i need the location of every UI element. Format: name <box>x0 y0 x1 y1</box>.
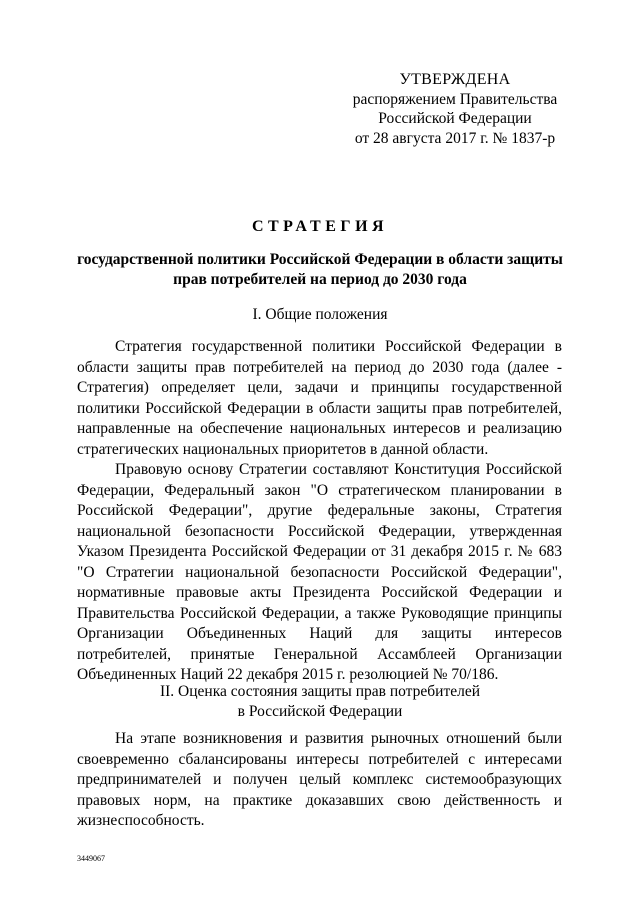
section-1-heading-line-1: I. Общие положения <box>252 306 388 323</box>
section-2-heading-line-2: в Российской Федерации <box>237 702 403 720</box>
section-1-body <box>77 337 562 686</box>
section-1-heading <box>70 305 570 325</box>
title-block <box>70 218 570 289</box>
approval-stamp: УТВЕРЖДЕНА <box>399 71 511 88</box>
section-2-heading <box>70 682 570 721</box>
section-1-paragraph-1: Стратегия государственной политики Российской Федерации в области защиты прав потребителей на период до 2030 года (далее - Стратегия) определяет цели, задачи и принципы государственной политики Российской Федерации в области защиты прав потребителей, направленные на обеспечение национальных интересов и реализацию стратегических национальных приоритетов в данной области. <box>77 338 562 458</box>
approval-block <box>340 70 570 148</box>
document-subtitle-line-2: прав потребителей на период до 2030 года <box>173 270 467 288</box>
section-1-paragraph-2: Правовую основу Стратегии составляют Конституция Российской Федерации, Федеральный закон "О стратегическом планировании в Российской Федерации", другие федеральные законы, Стратегия национальной безопасности Российской Федерации, утвержденная Указом Президента Российской Федерации от 31 декабря 2015 г. № 683 "О Стратегии национальной безопасности Российской Федерации", нормативные правовые акты Президента Российской Федерации и Правительства Российской Федерации, а также Руководящие принципы Организации Объединенных Наций для защиты интересов потребителей, принятые Генеральной Ассамблеей Организации Объединенных Наций 22 декабря 2015 г. резолюцией № 70/186. <box>77 461 562 683</box>
section-2-heading-line-1: II. Оценка состояния защиты прав потребителей <box>159 683 481 700</box>
document-subtitle-line-1: государственной политики Российской Федерации в области защиты <box>77 251 563 268</box>
approval-line-3: от 28 августа 2017 г. № 1837-р <box>354 129 556 147</box>
approval-line-1: распоряжением Правительства <box>352 90 558 108</box>
document-title: СТРАТЕГИЯ <box>251 218 389 235</box>
section-2-paragraph-1: На этапе возникновения и развития рыночных отношений были своевременно сбалансированы интересы потребителей с интересами предпринимателей и получен целый комплекс системообразующих правовых норм, на практике доказавших свою действенность и жизнеспособность. <box>77 730 562 829</box>
approval-line-2: Российской Федерации <box>378 110 532 127</box>
document-code: 3449067 <box>77 854 105 863</box>
section-2-body <box>77 729 562 832</box>
